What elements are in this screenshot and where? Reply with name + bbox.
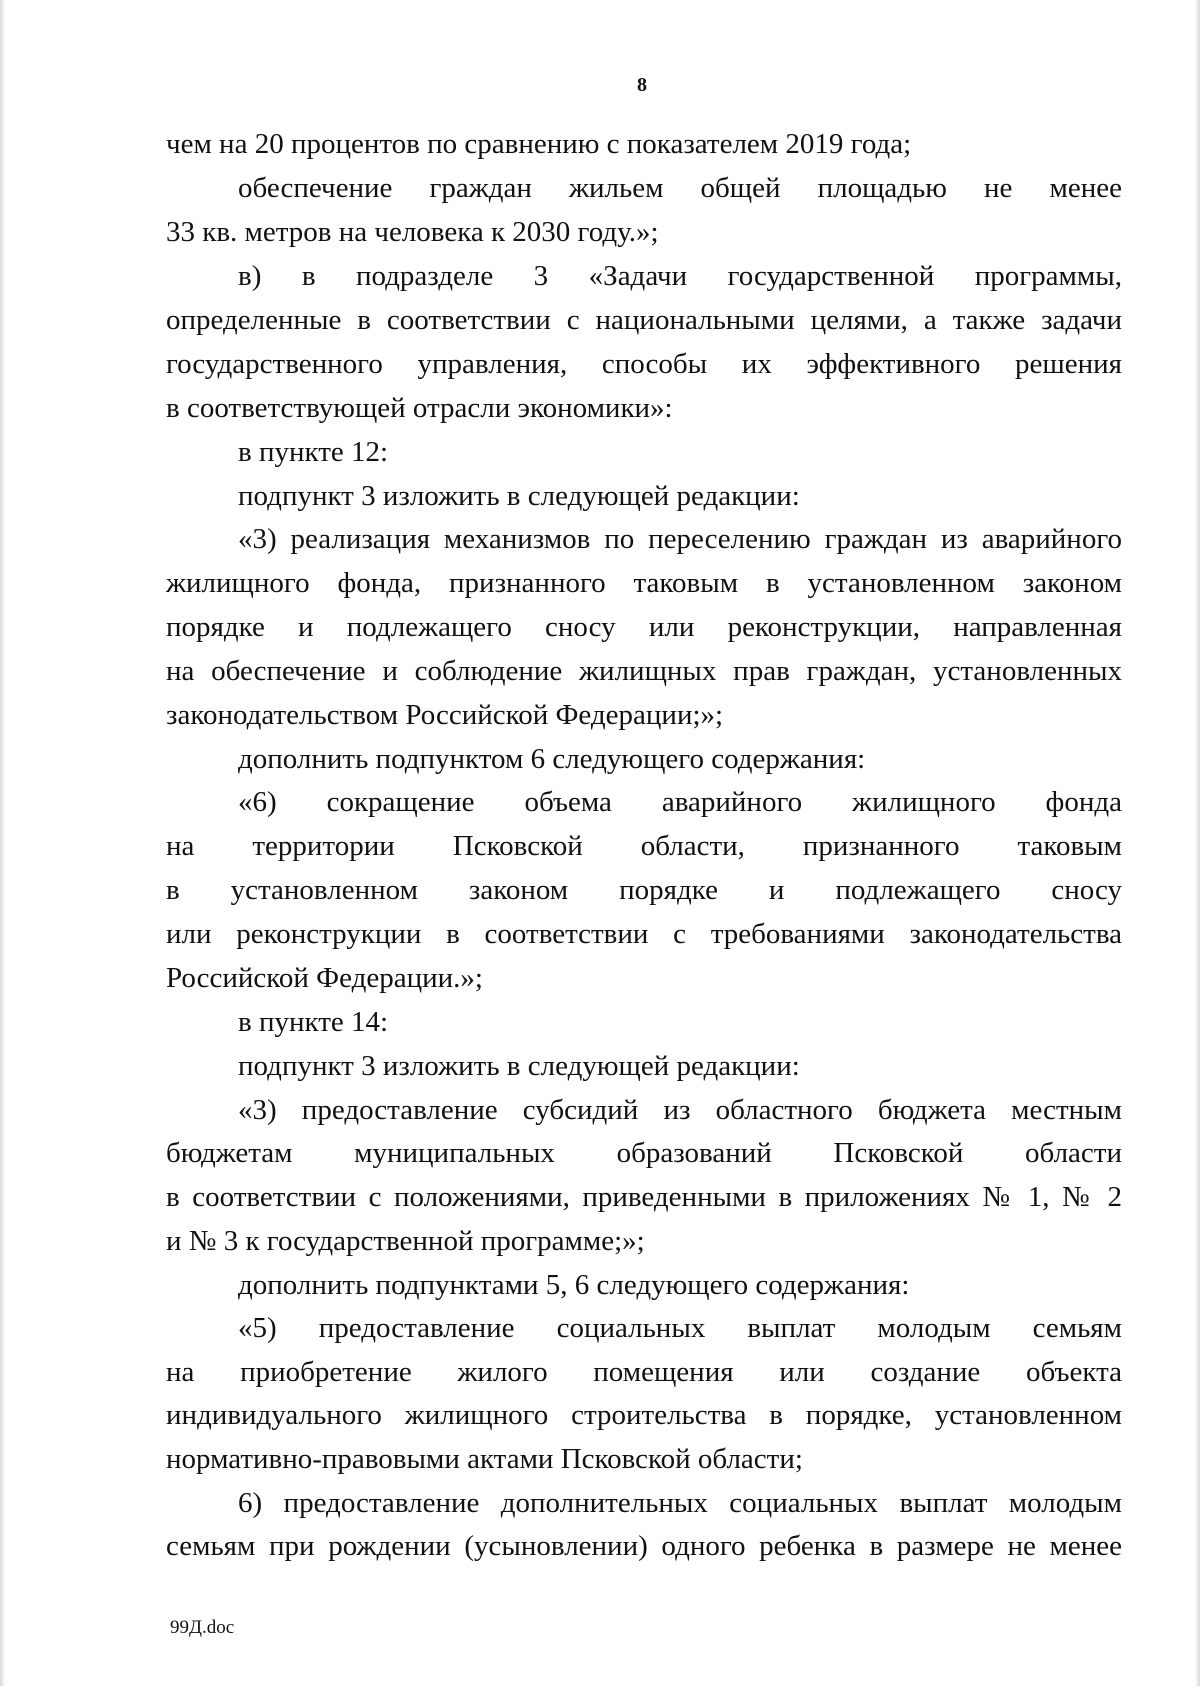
text-line: на обеспечение и соблюдение жилищных прав граждан, установленных [166,655,1122,687]
text-line: «3) реализация механизмов по переселению граждан из аварийного [238,523,1122,555]
scan-edge-right [1194,0,1200,1686]
page-number: 8 [637,74,647,96]
text-line: бюджетам муниципальных образований Псковской области [166,1137,1122,1169]
text-line: законодательством Российской Федерации;»; [166,699,724,731]
text-line: дополнить подпунктами 5, 6 следующего содержания: [238,1269,910,1301]
text-line: дополнить подпунктом 6 следующего содержания: [238,743,866,775]
text-line: порядке и подлежащего сносу или реконструкции, направленная [166,611,1122,643]
text-line: в соответствующей отрасли экономики»: [166,392,673,424]
text-line: индивидуального жилищного строительства в порядке, установленном [166,1399,1122,1431]
scan-edge-left [0,0,6,1686]
text-line: или реконструкции в соответствии с требованиями законодательства [166,918,1122,950]
text-line: обеспечение граждан жильем общей площадью не менее [238,172,1122,204]
text-line: на приобретение жилого помещения или создание объекта [166,1356,1122,1388]
text-line: и № 3 к государственной программе;»; [166,1225,645,1257]
text-line: «6) сокращение объема аварийного жилищного фонда [238,786,1122,818]
text-line: чем на 20 процентов по сравнению с показателем 2019 года; [166,128,912,160]
text-line: в) в подразделе 3 «Задачи государственной программы, [238,260,1122,292]
text-line: в пункте 12: [238,436,389,468]
text-line: определенные в соответствии с национальными целями, а также задачи [166,304,1122,336]
footer-filename: 99Д.doc [170,1617,235,1638]
text-line: государственного управления, способы их эффективного решения [166,348,1122,380]
text-line: подпункт 3 изложить в следующей редакции: [238,1050,800,1082]
text-line: Российской Федерации.»; [166,962,483,994]
text-line: 6) предоставление дополнительных социальных выплат молодым [238,1487,1122,1519]
text-line: 33 кв. метров на человека к 2030 году.»; [166,216,659,248]
text-line: «3) предоставление субсидий из областного бюджета местным [238,1094,1122,1126]
text-line: в соответствии с положениями, приведенными в приложениях № 1, № 2 [166,1181,1122,1213]
text-line: нормативно-правовыми актами Псковской области; [166,1443,803,1475]
text-line: в пункте 14: [238,1006,389,1038]
text-line: семьям при рождении (усыновлении) одного ребенка в размере не менее [166,1530,1122,1562]
text-line: «5) предоставление социальных выплат молодым семьям [238,1312,1122,1344]
text-line: подпункт 3 изложить в следующей редакции: [238,480,800,512]
text-line: на территории Псковской области, признанного таковым [166,830,1122,862]
text-line: жилищного фонда, признанного таковым в установленном законом [166,567,1122,599]
text-line: в установленном законом порядке и подлежащего сносу [166,874,1122,906]
